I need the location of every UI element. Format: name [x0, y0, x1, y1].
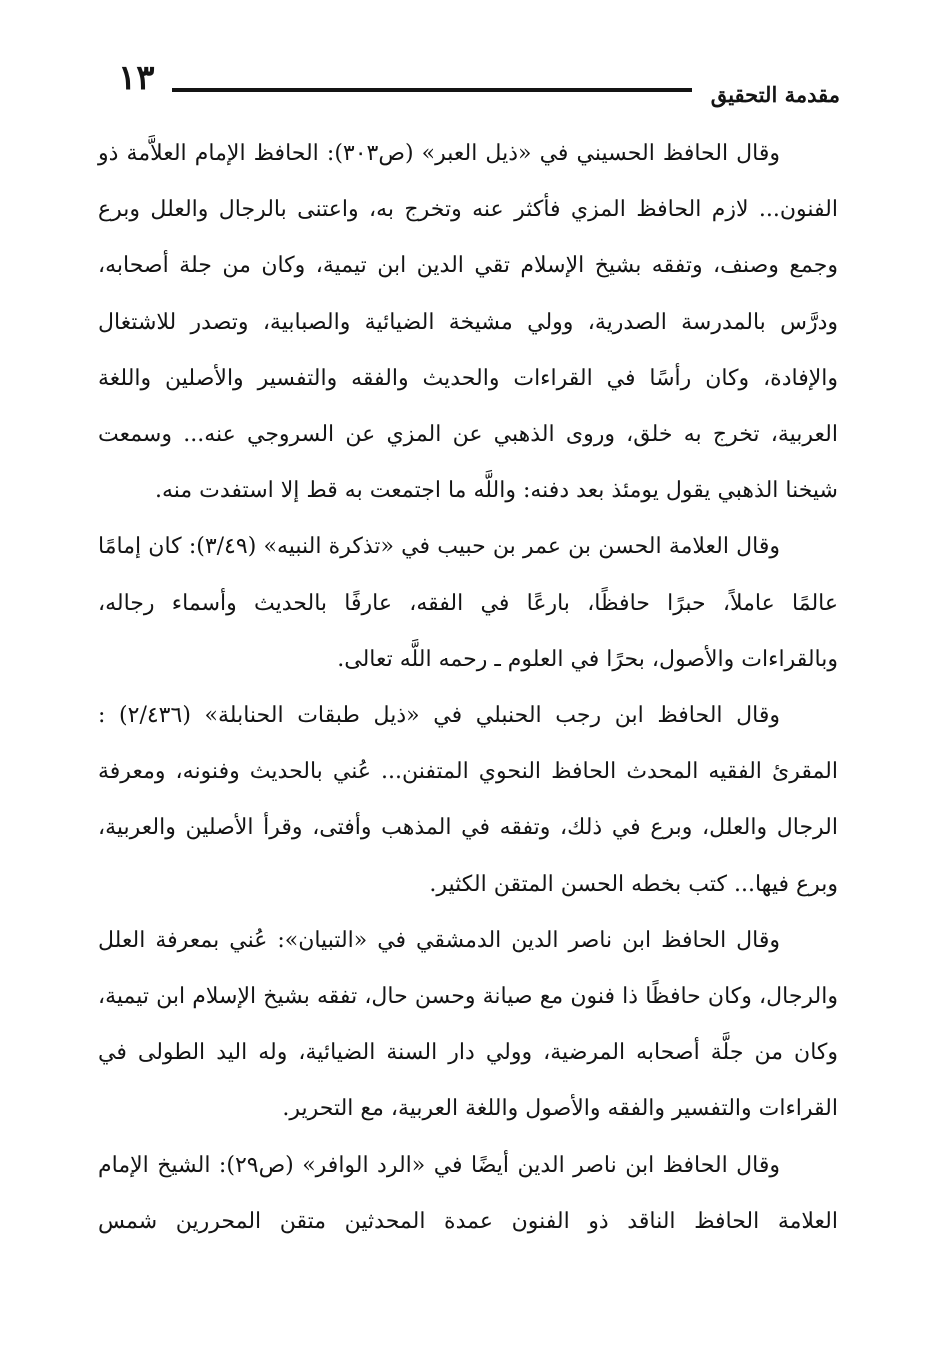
page-body — [98, 126, 838, 1250]
header-rule — [172, 88, 692, 92]
paragraph-husayni: وقال الحافظ الحسيني في «ذيل العبر» (ص٣٠٣): الحافظ الإمام العلاَّمة ذو الفنون... لازم الحافظ المزي فأكثر عنه وتخرج به، واعتنى بالرجال والعلل وبرع وجمع وصنف، وتفقه بشيخ الإسلام تقي الدين ابن تيمية، وكان من جلة أصحابه، ودرَّس بالمدرسة الصدرية، وولي مشيخة الضيائية والصبابية، وتصدر للاشتغال والإفادة، وكان رأسًا في القراءات والحديث والفقه والتفسير والأصلين واللغة العربية، تخرج به خلق، وروى الذهبي عن المزي عن السروجي عنه... وسمعت شيخنا الذهبي يقول يومئذ بعد دفنه: واللَّه ما اجتمعت به قط إلا استفدت منه. — [98, 141, 838, 504]
paragraph-ibn-rajab: وقال الحافظ ابن رجب الحنبلي في «ذيل طبقات الحنابلة» (٢/٤٣٦) : المقرئ الفقيه المحدث الحافظ النحوي المتفنن... عُني بالحديث وفنونه، ومعرفة الرجال والعلل، وبرع في ذلك، وتفقه في المذهب وأفتى، وقرأ الأصلين والعربية، وبرع فيها... كتب بخطه الحسن المتقن الكثير. — [98, 703, 838, 897]
page-header — [100, 58, 840, 108]
paragraph-ibn-nasir-radd: وقال الحافظ ابن ناصر الدين أيضًا في «الرد الوافر» (ص٢٩): الشيخ الإمام العلامة الحافظ الناقد ذو الفنون عمدة المحدثين متقن المحررين شمس — [98, 1152, 838, 1234]
page-number: ١٣ — [118, 58, 155, 98]
paragraph-ibn-nasir-tibyan: وقال الحافظ ابن ناصر الدين الدمشقي في «التبيان»: عُني بمعرفة العلل والرجال، وكان حافظًا ذا فنون مع صيانة وحسن حال، تفقه بشيخ الإسلام ابن تيمية، وكان من جلَّة أصحابه المرضية، وولي دار السنة الضيائية، وله اليد الطولى في القراءات والتفسير والفقه والأصول واللغة العربية، مع التحرير. — [98, 927, 838, 1122]
paragraph-ibn-habib: وقال العلامة الحسن بن عمر بن حبيب في «تذكرة النبيه» (٣/٤٩): كان إمامًا عالمًا عاملاً، حبرًا حافظًا، بارعًا في الفقه، عارفًا بالحديث وأسماء رجاله، وبالقراءات والأصول، بحرًا في العلوم ـ رحمه اللَّه تعالى. — [98, 534, 838, 672]
running-title: مقدمة التحقيق — [710, 82, 840, 107]
